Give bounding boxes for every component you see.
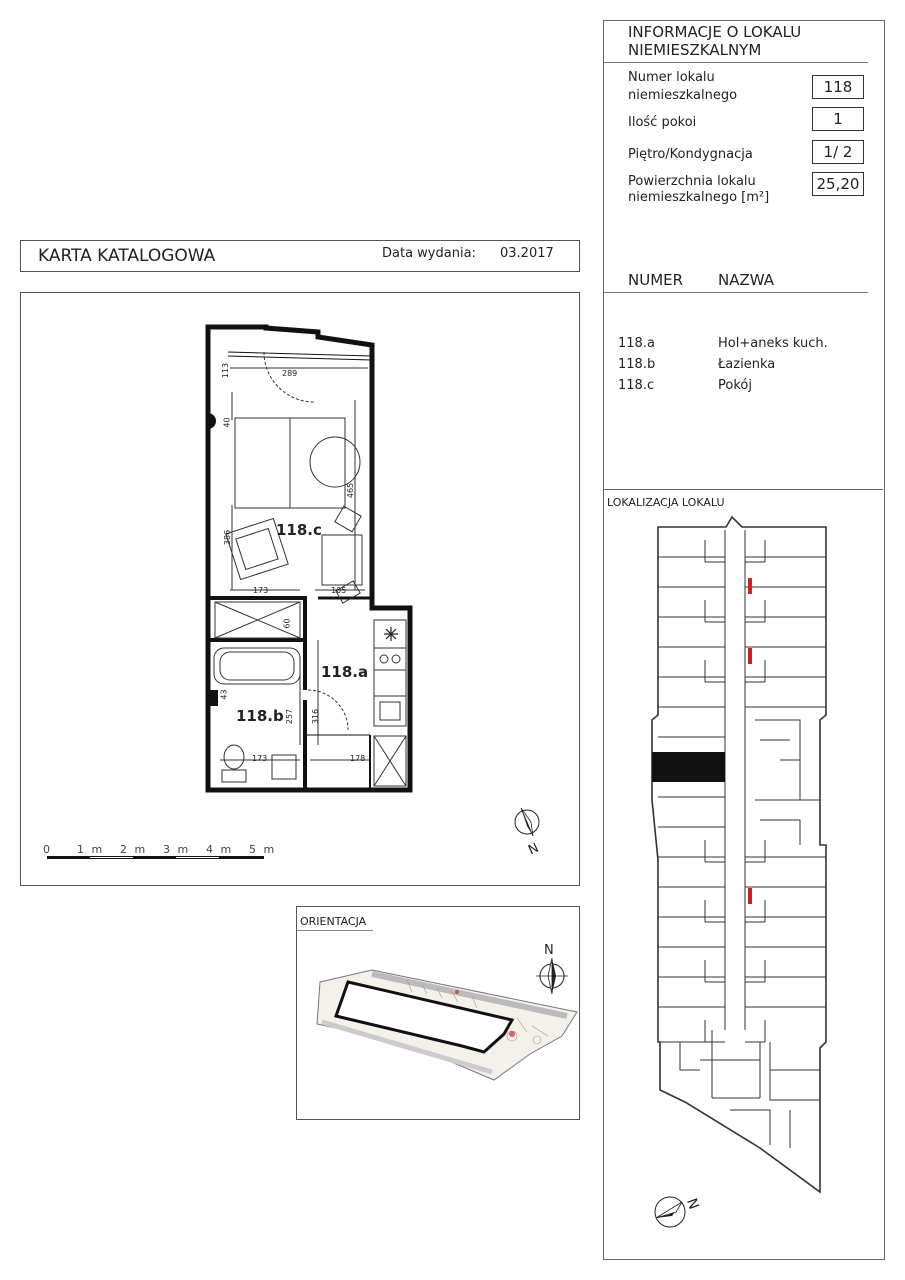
scale-label-0: 0 [43, 843, 50, 856]
dim-43: 43 [219, 689, 229, 700]
location-divider [604, 489, 883, 490]
room-number-a: 118.a [618, 336, 655, 351]
info-row-number-label1: Numer lokalu [628, 70, 715, 85]
scale-label-3m: 3 m [163, 843, 191, 856]
floor-plan-panel [20, 292, 580, 886]
info-title-line1: INFORMACJE O LOKALU [628, 23, 802, 41]
room-label-118a: 118.a [321, 663, 369, 681]
dim-465: 465 [346, 482, 356, 499]
scale-label-1m: 1 m [77, 843, 105, 856]
plan-compass-label: N [526, 840, 542, 859]
orientation-compass-icon [532, 956, 572, 996]
info-row-area-value: 25,20 [812, 172, 864, 196]
info-row-rooms-label: Ilość pokoi [628, 115, 697, 130]
info-row-area-label1: Powierzchnia lokalu [628, 174, 756, 189]
room-label-118b: 118.b [236, 707, 284, 725]
info-row-number-label2: niemieszkalnego [628, 88, 738, 103]
dim-173-top: 173 [253, 586, 269, 595]
orientation-title: ORIENTACJA [300, 915, 367, 928]
scale-label-5m: 5 m [249, 843, 277, 856]
dim-386: 386 [223, 529, 233, 546]
location-title: LOKALIZACJA LOKALU [607, 496, 725, 509]
room-number-c: 118.c [618, 378, 655, 393]
orientation-compass-label: N [544, 943, 554, 958]
info-row-rooms-value: 1 [812, 107, 864, 131]
room-label-118c: 118.c [276, 521, 322, 539]
info-row-number-value: 118 [812, 75, 864, 99]
info-panel [603, 20, 885, 1260]
room-name-a: Hol+aneks kuch. [718, 336, 828, 351]
card-date-value: 03.2017 [500, 246, 554, 261]
room-name-c: Pokój [718, 378, 752, 393]
dim-257: 257 [285, 708, 295, 725]
dim-178: 178 [350, 754, 366, 763]
info-col-name: NAZWA [718, 271, 775, 289]
card-title: KARTA KATALOGOWA [38, 246, 216, 266]
info-title-line2: NIEMIESZKALNYM [628, 41, 762, 59]
scale-label-2m: 2 m [120, 843, 148, 856]
info-row-floor-value: 1/ 2 [812, 140, 864, 164]
dim-105: 105 [331, 586, 347, 595]
dim-316: 316 [311, 708, 321, 725]
dim-113: 113 [221, 362, 231, 379]
info-title-divider [604, 62, 868, 63]
dim-289: 289 [282, 369, 298, 378]
info-row-area-label2: niemieszkalnego [m²] [628, 190, 770, 205]
card-date-label: Data wydania: [382, 246, 476, 261]
orientation-title-divider [297, 930, 373, 931]
room-number-b: 118.b [618, 357, 656, 372]
dim-40: 40 [222, 417, 232, 428]
dim-173-bottom: 173 [252, 754, 268, 763]
room-name-b: Łazienka [718, 357, 776, 372]
info-col-divider [604, 292, 868, 293]
location-compass-label: N [682, 1196, 702, 1212]
info-col-number: NUMER [628, 271, 684, 289]
dim-60: 60 [282, 618, 292, 629]
scale-label-4m: 4 m [206, 843, 234, 856]
info-row-floor-label: Piętro/Kondygnacja [628, 147, 753, 162]
